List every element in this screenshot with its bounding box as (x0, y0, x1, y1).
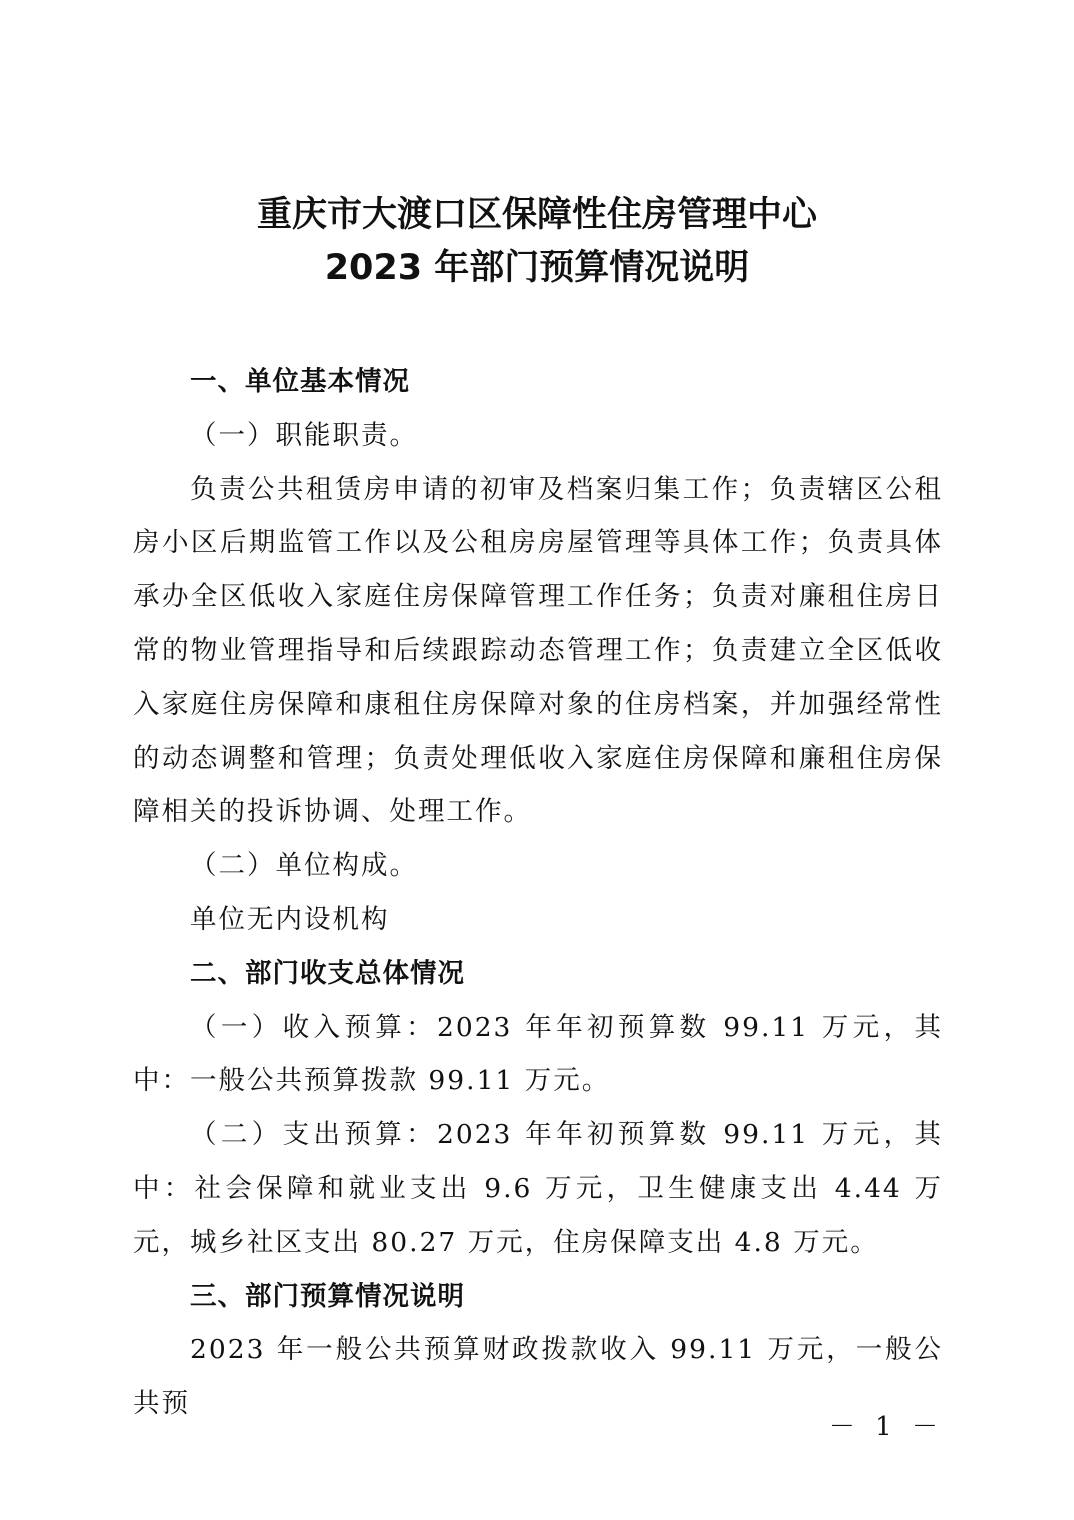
paragraph-budget-explanation: 2023 年一般公共预算财政拨款收入 99.11 万元，一般公共预 (133, 1334, 943, 1420)
section-heading-basic-info: 一、单位基本情况 (190, 366, 410, 397)
document-title-line2: 2023 年部门预算情况说明 (324, 248, 750, 288)
paragraph-functions: 负责公共租赁房申请的初审及档案归集工作；负责辖区公租房小区后期监管工作以及公租房房屋管理等具体工作；负责具体承办全区低收入家庭住房保障管理工作任务；负责对廉租住房日常的物业管理指导和后续跟踪动态管理工作；负责建立全区低收入家庭住房保障和康租住房保障对象的住房档案，并加强经常性的动态调整和管理；负责处理低收入家庭住房保障和廉租住房保障相关的投诉协调、处理工作。 (133, 473, 943, 828)
document-title-line1: 重庆市大渡口区保障性住房管理中心 (256, 195, 817, 235)
paragraph-expense-budget: （二）支出预算：2023 年年初预算数 99.11 万元，其中：社会保障和就业支出 9.6 万元，卫生健康支出 4.44 万元，城乡社区支出 80.27 万元，住房保障支出 4.8 万元。 (133, 1119, 943, 1258)
subheading-composition: （二）单位构成。 (190, 850, 418, 882)
section-heading-budget-explanation: 三、部门预算情况说明 (190, 1280, 465, 1312)
subheading-functions: （一）职能职责。 (190, 419, 418, 451)
page-number: － 1 － (828, 1412, 944, 1442)
section-heading-overall: 二、部门收支总体情况 (190, 957, 465, 989)
paragraph-income-budget: （一）收入预算：2023 年年初预算数 99.11 万元，其中：一般公共预算拨款 99.11 万元。 (133, 1011, 943, 1097)
document-body (133, 355, 943, 1431)
paragraph-composition: 单位无内设机构 (190, 903, 390, 935)
